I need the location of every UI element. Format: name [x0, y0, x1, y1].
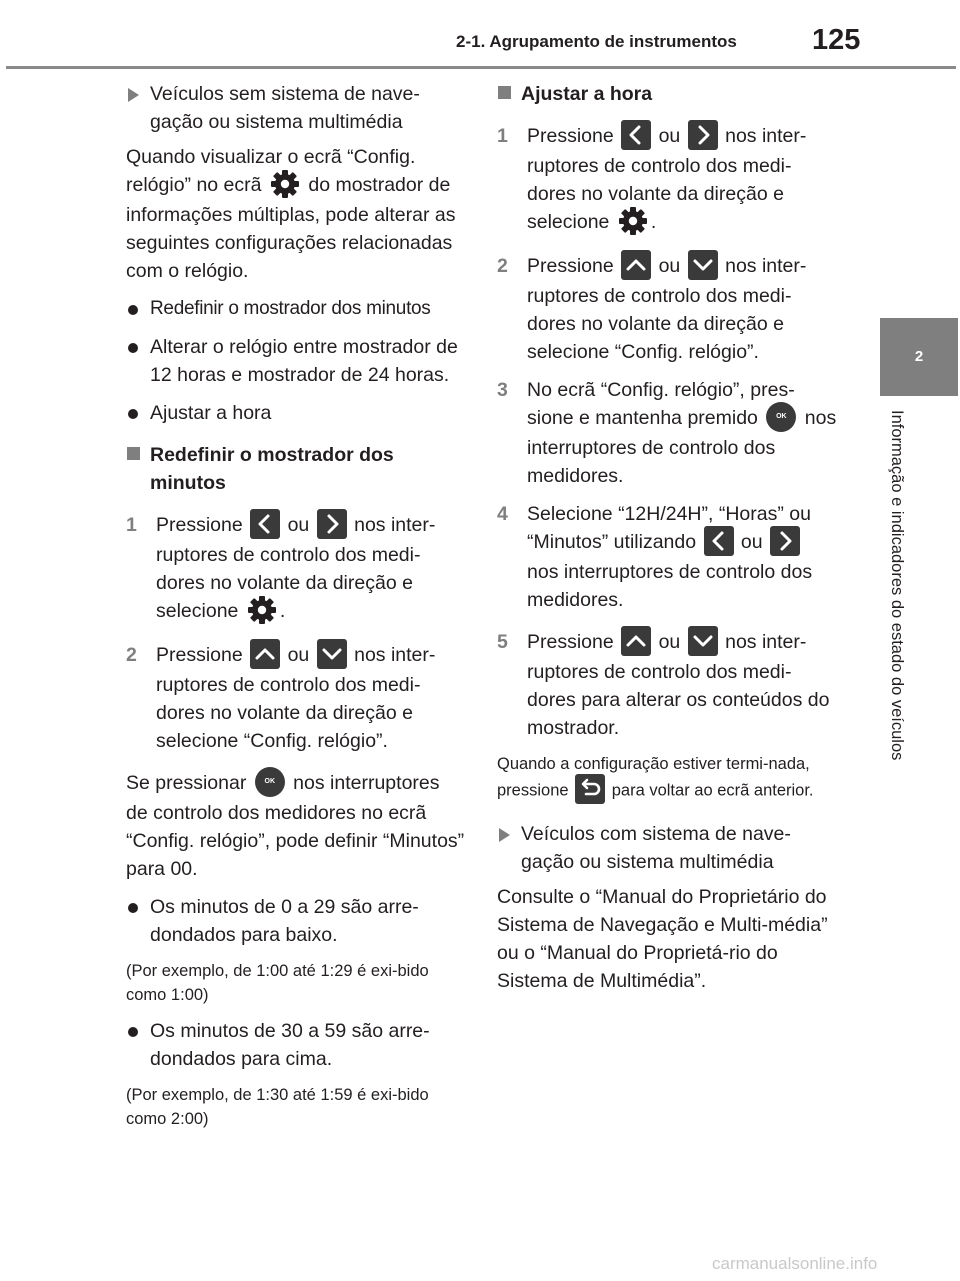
list-item: Os minutos de 0 a 29 são arre-dondados para baixo. [126, 893, 466, 949]
square-bullet-icon [498, 86, 511, 99]
ok-button-icon: OK [766, 402, 796, 432]
step-item: 1 Pressione ou nos inter-ruptores de controlo dos medi-dores no volante da direção e selecione . [497, 122, 837, 238]
header-divider [6, 66, 956, 69]
header-title: 2-1. Agrupamento de instrumentos [456, 32, 737, 51]
right-column [497, 80, 837, 995]
note: (Por exemplo, de 1:00 até 1:29 é exi-bido como 1:00) [126, 962, 429, 1004]
paragraph: Consulte o “Manual do Proprietário do Sistema de Navegação e Multi-média” ou o “Manual do Proprietá-rio do Sistema de Multimédia”. [497, 886, 828, 992]
page-number: 125 [812, 24, 861, 56]
left-arrow-button-icon [250, 509, 280, 539]
list-item: Alterar o relógio entre mostrador de 12 horas e mostrador de 24 horas. [126, 333, 466, 389]
square-bullet-icon [127, 447, 140, 460]
paragraph: Quando visualizar o ecrã “Config. relógio” no ecrã do mostrador de informações múltiplas, pode alterar as seguintes configurações relacionadas com o relógio. [126, 146, 456, 282]
list-item: Veículos sem sistema de nave-gação ou sistema multimédia [126, 80, 466, 136]
up-arrow-button-icon [621, 626, 651, 656]
down-arrow-button-icon [688, 250, 718, 280]
step-item: 2 Pressione ou nos inter-ruptores de controlo dos medi-dores no volante da direção e selecione “Config. relógio”. [497, 252, 837, 366]
chapter-number: 2 [914, 348, 924, 365]
triangle-bullet-icon [499, 828, 510, 842]
watermark: carmanualsonline.info [712, 1254, 878, 1273]
list-item: Veículos com sistema de nave-gação ou sistema multimédia [497, 820, 837, 876]
left-arrow-button-icon [621, 120, 651, 150]
chapter-tab [880, 318, 958, 396]
list-item: Os minutos de 30 a 59 são arre-dondados para cima. [126, 1017, 466, 1073]
gear-icon [270, 169, 300, 199]
note: Quando a configuração estiver termi-nada, pressione para voltar ao ecrã anterior. [497, 752, 837, 806]
paragraph: Se pressionar OK nos interruptores de controlo dos medidores no ecrã “Config. relógio”, pode definir “Minutos” para 00. [126, 769, 466, 883]
down-arrow-button-icon [688, 626, 718, 656]
back-button-icon [575, 774, 605, 804]
right-arrow-button-icon [317, 509, 347, 539]
down-arrow-button-icon [317, 639, 347, 669]
up-arrow-button-icon [621, 250, 651, 280]
ok-button-icon: OK [255, 767, 285, 797]
chapter-label: Informação e indicadores do estado do veículos [888, 410, 906, 761]
right-arrow-button-icon [770, 526, 800, 556]
section-heading: Redefinir o mostrador dos minutos [126, 441, 466, 497]
right-arrow-button-icon [688, 120, 718, 150]
step-item: 5 Pressione ou nos inter-ruptores de controlo dos medi-dores para alterar os conteúdos do mostrador. [497, 628, 837, 742]
gear-icon [618, 206, 648, 236]
section-heading: Ajustar a hora [497, 80, 837, 108]
step-item: 4 Selecione “12H/24H”, “Horas” ou “Minutos” utilizando ou nos interruptores de controlo dos medidores. [497, 503, 813, 611]
step-item: 2 Pressione ou nos inter-ruptores de controlo dos medi-dores no volante da direção e selecione “Config. relógio”. [126, 641, 466, 755]
step-item: 1 Pressione ou nos inter-ruptores de controlo dos medi-dores no volante da direção e selecione . [126, 511, 466, 627]
list-item: Redefinir o mostrador dos minutos [126, 295, 466, 323]
note: (Por exemplo, de 1:30 até 1:59 é exi-bido como 2:00) [126, 1086, 429, 1128]
left-column [126, 80, 466, 1131]
list-item: Ajustar a hora [126, 399, 466, 427]
triangle-bullet-icon [128, 88, 139, 102]
left-arrow-button-icon [704, 526, 734, 556]
up-arrow-button-icon [250, 639, 280, 669]
step-item: 3 No ecrã “Config. relógio”, pres-sione e mantenha premido OK nos interruptores de controlo dos medidores. [497, 379, 837, 487]
gear-icon [247, 595, 277, 625]
